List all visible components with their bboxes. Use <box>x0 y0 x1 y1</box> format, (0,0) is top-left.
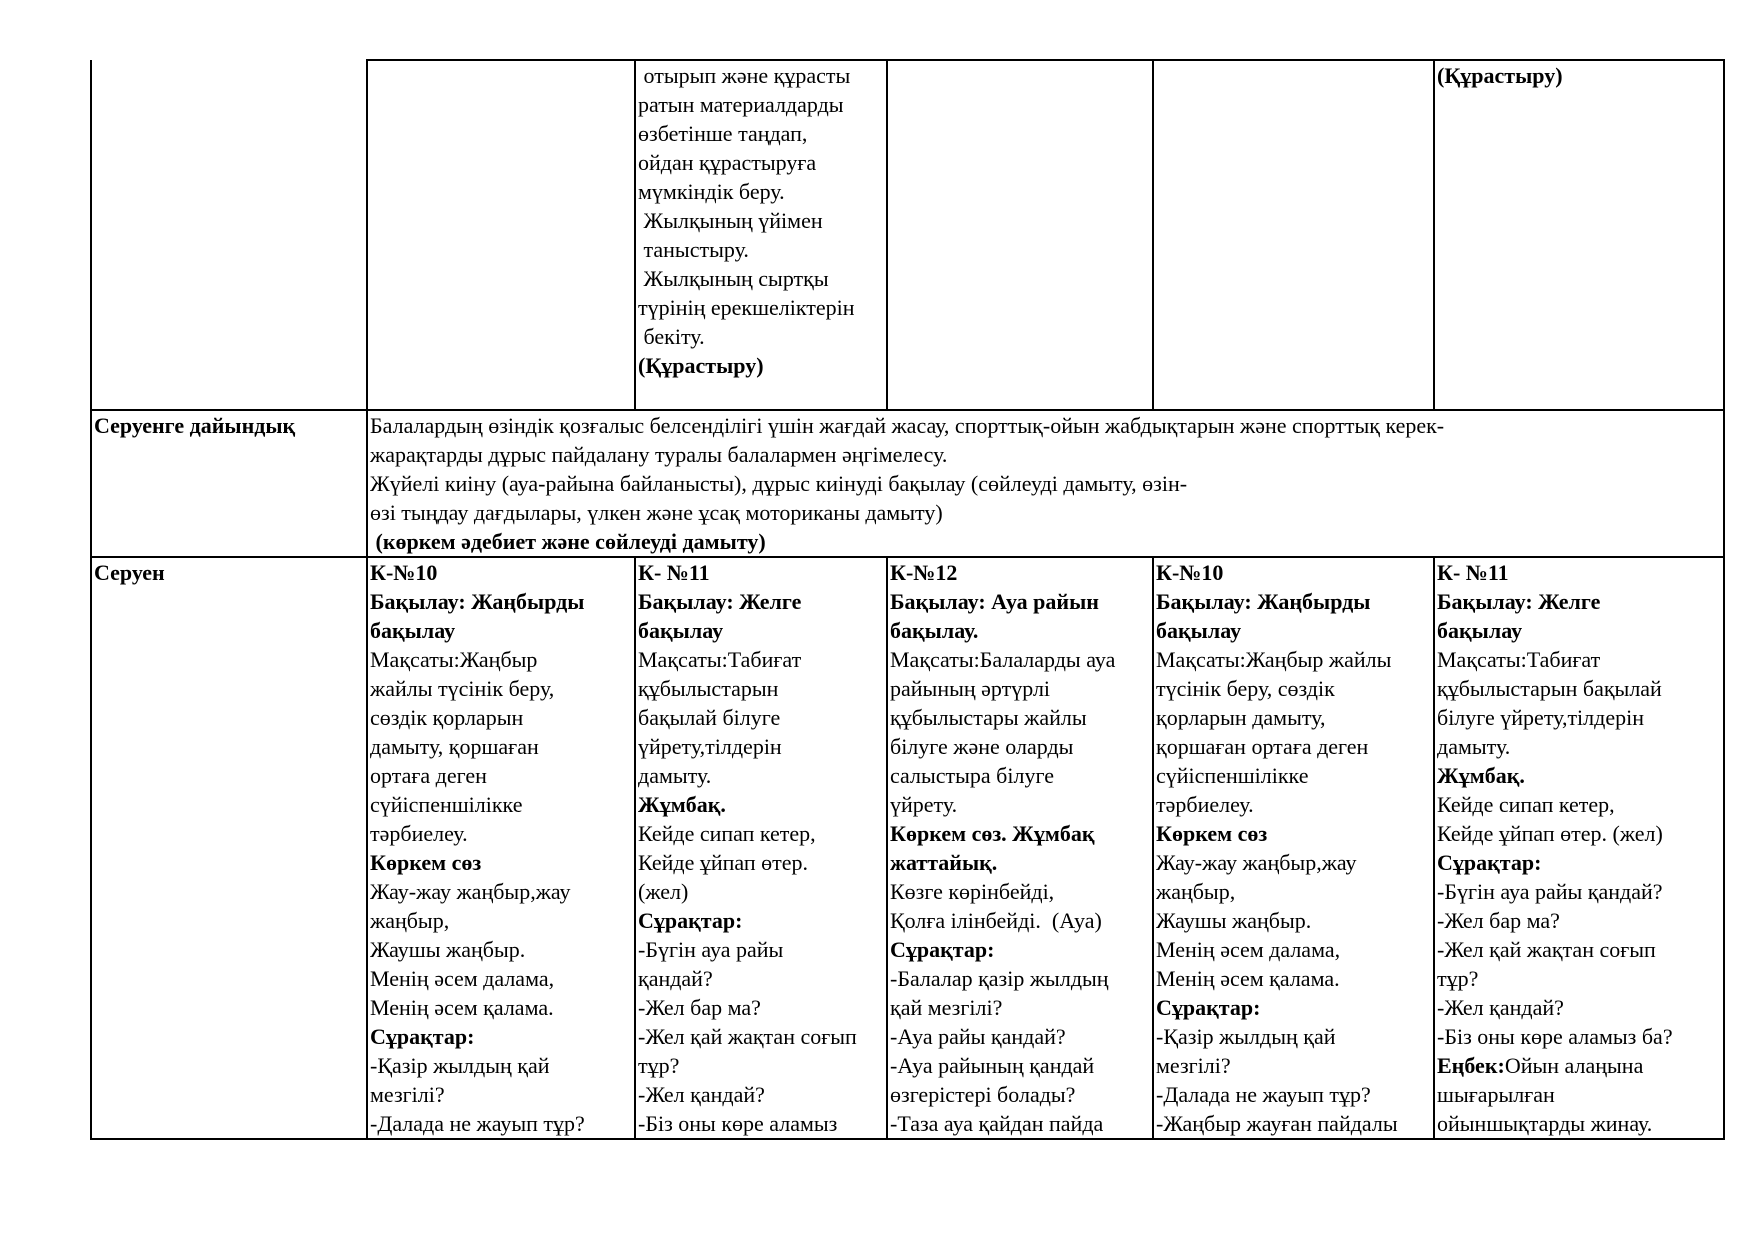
section-heading: Көркем сөз <box>1156 821 1268 846</box>
text-line: ратын материалдарды <box>638 92 844 117</box>
text-line: өзі тыңдау дағдылары, үлкен және ұсақ моториканы дамыту) <box>370 500 943 525</box>
section-heading: Сұрақтар: <box>1437 850 1542 875</box>
table-row-walk <box>91 557 1724 1139</box>
section-heading: Сұрақтар: <box>1156 995 1261 1020</box>
text-line: ойыншықтарды жинау. <box>1437 1111 1653 1136</box>
section-heading: К-№10 <box>370 560 438 585</box>
text-line: -Қазір жылдың қай <box>370 1053 550 1078</box>
text-line: сүйіспеншілікке <box>1156 763 1309 788</box>
text-line: қандай? <box>638 966 713 991</box>
text-line: -Біз оны көре аламыз ба? <box>1437 1024 1673 1049</box>
text-line: жаңбыр, <box>370 908 450 933</box>
construction-label: (Құрастыру) <box>638 353 764 378</box>
text-line: қоршаған ортаға деген <box>1156 734 1369 759</box>
text-line: -Жел қандай? <box>1437 995 1564 1020</box>
text-line: Көзге көрінбейді, <box>890 879 1055 904</box>
text-line: мезгілі? <box>370 1082 445 1107</box>
text-line: мүмкіндік беру. <box>638 179 785 204</box>
text-line: тұр? <box>1437 966 1479 991</box>
text-line: Жау-жау жаңбыр,жау <box>370 879 571 904</box>
text-line: -Жел бар ма? <box>638 995 761 1020</box>
section-heading: Жұмбақ. <box>1437 763 1525 788</box>
table-cell-construction-label <box>1434 60 1724 410</box>
text-line: Мақсаты:Жаңбыр <box>370 647 538 672</box>
section-heading: Жұмбақ. <box>638 792 726 817</box>
text-line: таныстыру. <box>638 237 749 262</box>
text-line: шығарылған <box>1437 1082 1555 1107</box>
table-cell-construction-text <box>635 60 887 410</box>
section-heading: Сұрақтар: <box>370 1024 475 1049</box>
text-line: Кейде сипап кетер, <box>1437 792 1615 817</box>
inline-text: Ойын алаңына <box>1504 1053 1644 1078</box>
section-heading: жаттайық. <box>890 850 998 875</box>
table-cell-empty <box>887 60 1153 410</box>
table-cell-walk-day-4 <box>1153 557 1434 1139</box>
text-line: үйрету. <box>890 792 958 817</box>
row-label-walk-preparation: Серуенге дайындық <box>91 410 367 557</box>
text-line: Менің әсем далама, <box>1156 937 1341 962</box>
text-line: тәрбиелеу. <box>370 821 468 846</box>
text-line: -Бүгін ауа райы <box>638 937 784 962</box>
table-cell-walk-day-2 <box>635 557 887 1139</box>
construction-label: (Құрастыру) <box>1437 63 1563 88</box>
text-line: -Қазір жылдың қай <box>1156 1024 1336 1049</box>
text-line: отырып және құрасты <box>638 63 851 88</box>
text-line: сөздік қорларын <box>370 705 524 730</box>
text-line: мезгілі? <box>1156 1053 1231 1078</box>
text-line: тәрбиелеу. <box>1156 792 1254 817</box>
text-line: салыстыра білуге <box>890 763 1054 788</box>
text-line: құбылыстары жайлы <box>890 705 1087 730</box>
text-line: қай мезгілі? <box>890 995 1003 1020</box>
text-line: ортаға деген <box>370 763 487 788</box>
section-heading: Бақылау: Жаңбырды <box>370 589 585 614</box>
section-heading: К-№12 <box>890 560 958 585</box>
text-line: өзгерістері болады? <box>890 1082 1076 1107</box>
table-row-continuation <box>91 60 1724 410</box>
text-line: дамыту. <box>1437 734 1511 759</box>
section-heading: К- №11 <box>1437 560 1509 585</box>
section-heading: Көркем сөз. Жұмбақ <box>890 821 1095 846</box>
section-heading: бақылау <box>1156 618 1242 643</box>
table-cell-walk-day-1 <box>367 557 635 1139</box>
table-cell-empty <box>1153 60 1434 410</box>
text-line: Балалардың өзіндік қозғалыс белсенділігі үшін жағдай жасау, спорттық-ойын жабдықтарын және спорттық керек- <box>370 413 1445 438</box>
section-heading: Бақылау: Ауа райын <box>890 589 1099 614</box>
text-line: дамыту, қоршаған <box>370 734 539 759</box>
text-line: түсінік беру, сөздік <box>1156 676 1335 701</box>
section-heading: Сұрақтар: <box>890 937 995 962</box>
text-line: райының әртүрлі <box>890 676 1051 701</box>
text-line: Мақсаты:Балаларды ауа <box>890 647 1116 672</box>
text-line: -Бүгін ауа райы қандай? <box>1437 879 1663 904</box>
text-line: -Жел бар ма? <box>1437 908 1560 933</box>
text-line: қорларын дамыту, <box>1156 705 1326 730</box>
section-heading: бақылау <box>638 618 724 643</box>
lesson-plan-table <box>90 59 1725 1140</box>
section-heading: бақылау <box>1437 618 1523 643</box>
text-line: -Біз оны көре аламыз <box>638 1111 838 1136</box>
text-line: Кейде ұйпап өтер. <box>638 850 809 875</box>
section-heading: Сұрақтар: <box>638 908 743 933</box>
table-cell-walk-preparation-text <box>367 410 1724 557</box>
text-line: құбылыстарын <box>638 676 779 701</box>
section-heading: К-№10 <box>1156 560 1224 585</box>
text-line: Мақсаты:Табиғат <box>638 647 802 672</box>
text-line: жаңбыр, <box>1156 879 1236 904</box>
text-line: бақылай білуге <box>638 705 781 730</box>
text-line: білуге үйрету,тілдерін <box>1437 705 1644 730</box>
text-line: жарақтарды дұрыс пайдалану туралы балалармен әңгімелесу. <box>370 442 948 467</box>
text-line: құбылыстарын бақылай <box>1437 676 1662 701</box>
text-line: сүйіспеншілікке <box>370 792 523 817</box>
section-heading: Көркем сөз <box>370 850 482 875</box>
table-cell-walk-day-3 <box>887 557 1153 1139</box>
text-line: үйрету,тілдерін <box>638 734 782 759</box>
text-line: -Балалар қазір жылдың <box>890 966 1109 991</box>
text-line: -Жел қандай? <box>638 1082 765 1107</box>
text-line: Жылқының үйімен <box>638 208 823 233</box>
text-line: Жүйелі киіну (ауа-райына байланысты), дұрыс киінуді бақылау (сөйлеуді дамыту, өзін- <box>370 471 1188 496</box>
text-line: бекіту. <box>638 324 705 349</box>
text-line: -Таза ауа қайдан пайда <box>890 1111 1104 1136</box>
text-line: дамыту. <box>638 763 712 788</box>
prep-bold-line: (көркем әдебиет және сөйлеуді дамыту) <box>370 529 766 554</box>
section-heading: бақылау <box>370 618 456 643</box>
text-line <box>1437 1051 1721 1080</box>
text-line: Менің әсем қалама. <box>370 995 554 1020</box>
text-line: -Жел қай жақтан соғып <box>1437 937 1656 962</box>
text-line: Менің әсем қалама. <box>1156 966 1340 991</box>
text-line: Мақсаты:Табиғат <box>1437 647 1601 672</box>
section-heading: Бақылау: Жаңбырды <box>1156 589 1371 614</box>
text-line: тұр? <box>638 1053 680 1078</box>
text-line: Жау-жау жаңбыр,жау <box>1156 850 1357 875</box>
text-line: -Далада не жауып тұр? <box>370 1111 585 1136</box>
text-line: Жаушы жаңбыр. <box>370 937 526 962</box>
text-line: Қолға ілінбейді. (Ауа) <box>890 908 1102 933</box>
text-line: өзбетінше таңдап, <box>638 121 808 146</box>
table-row-walk-preparation <box>91 410 1724 557</box>
table-cell-empty <box>367 60 635 410</box>
section-heading: К- №11 <box>638 560 710 585</box>
text-line: түрінің ерекшеліктерін <box>638 295 855 320</box>
text-line: -Жел қай жақтан соғып <box>638 1024 857 1049</box>
text-line: -Жаңбыр жауған пайдалы <box>1156 1111 1398 1136</box>
text-line: Кейде ұйпап өтер. (жел) <box>1437 821 1663 846</box>
section-heading: Бақылау: Желге <box>638 589 802 614</box>
table-cell-label-empty <box>91 60 367 410</box>
section-heading: Бақылау: Желге <box>1437 589 1601 614</box>
text-line: -Далада не жауып тұр? <box>1156 1082 1371 1107</box>
text-line: ойдан құрастыруға <box>638 150 817 175</box>
row-label-walk: Серуен <box>91 557 367 1139</box>
text-line: білуге және оларды <box>890 734 1074 759</box>
text-line: -Ауа райының қандай <box>890 1053 1095 1078</box>
text-line: Мақсаты:Жаңбыр жайлы <box>1156 647 1392 672</box>
text-line: -Ауа райы қандай? <box>890 1024 1066 1049</box>
text-line: Менің әсем далама, <box>370 966 555 991</box>
text-line: Кейде сипап кетер, <box>638 821 816 846</box>
table-cell-walk-day-5 <box>1434 557 1724 1139</box>
text-line: (жел) <box>638 879 689 904</box>
text-line: Жылқының сыртқы <box>638 266 829 291</box>
inline-heading: Еңбек: <box>1437 1053 1505 1078</box>
text-line: жайлы түсінік беру, <box>370 676 555 701</box>
text-line: Жаушы жаңбыр. <box>1156 908 1312 933</box>
section-heading: бақылау. <box>890 618 979 643</box>
